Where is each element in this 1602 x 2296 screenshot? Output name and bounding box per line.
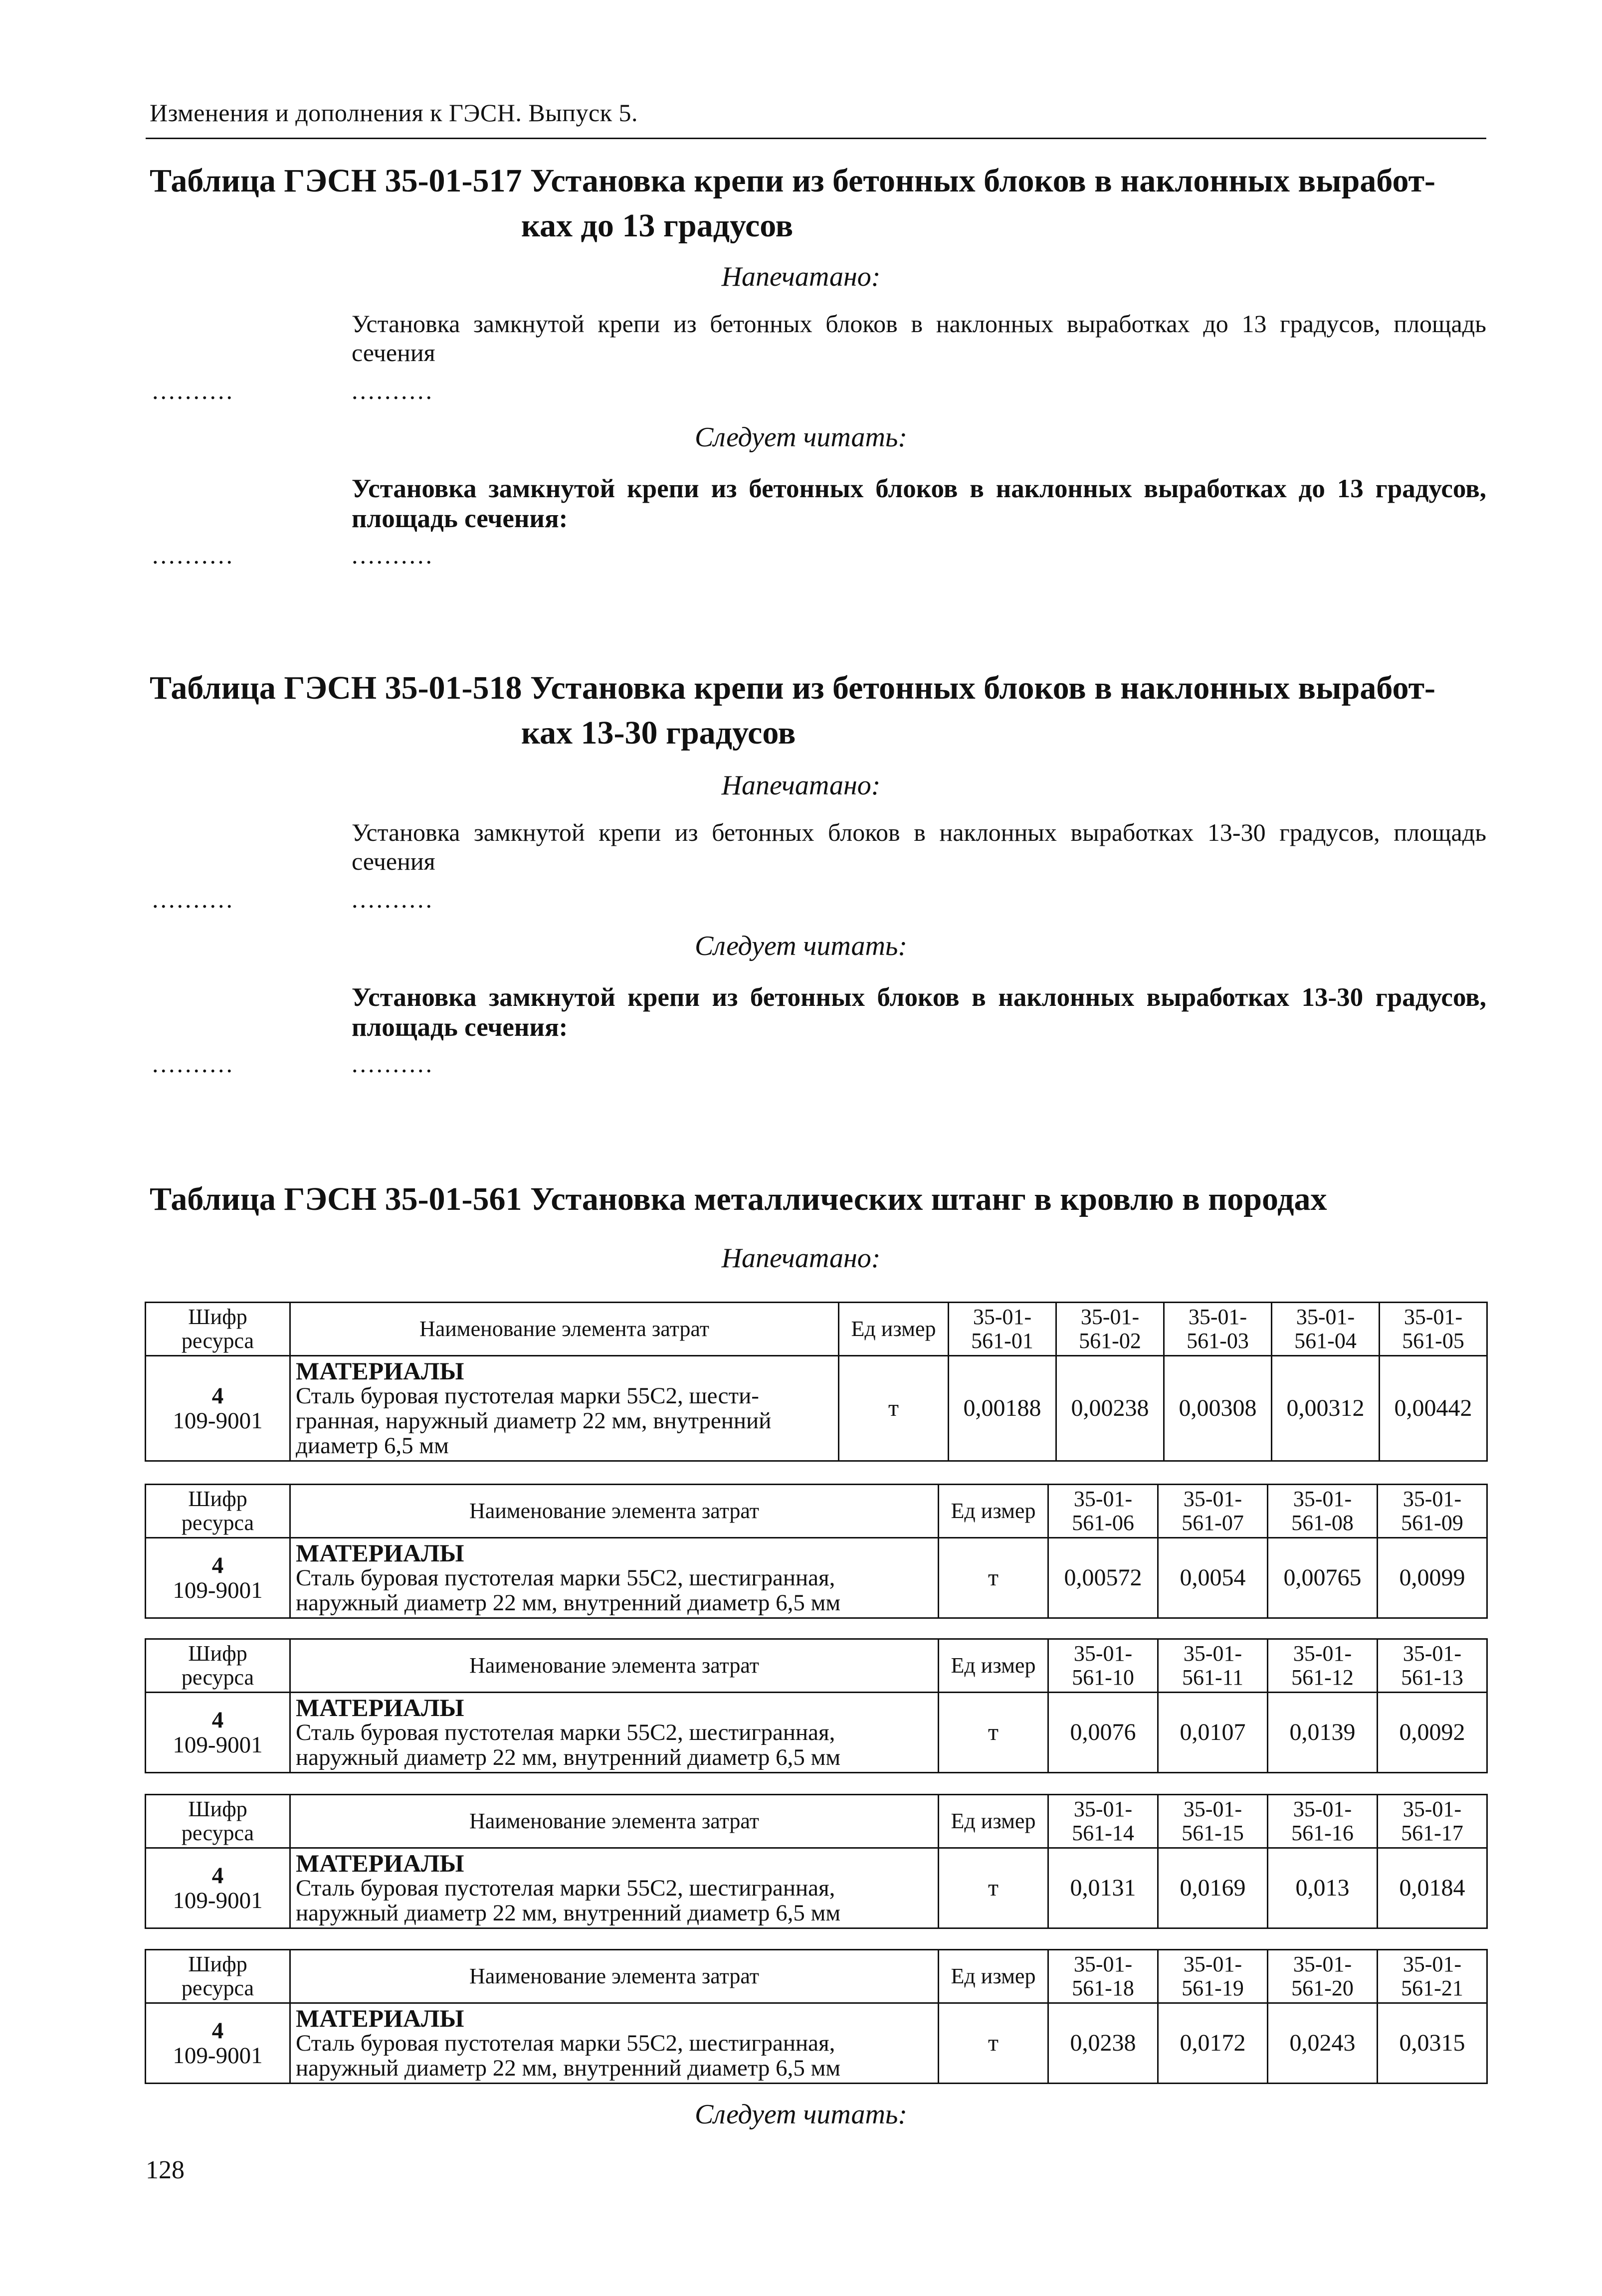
- table-row: [146, 1848, 1487, 1928]
- col-header-norm: 35-01-561-15: [1158, 1795, 1268, 1848]
- section-title-line1: Таблица ГЭСН 35-01-517 Установка крепи из бетонных блоков в наклонных выработ-: [150, 163, 1435, 199]
- resource-code: 109-9001: [173, 2043, 263, 2069]
- value-cell: 0,00572: [1048, 1538, 1158, 1618]
- col-header-norm: 35-01-561-13: [1378, 1639, 1487, 1693]
- resource-code: 109-9001: [173, 1732, 263, 1758]
- value-cell: 0,0099: [1378, 1538, 1487, 1618]
- resource-code-cell: [146, 1848, 290, 1928]
- col-header-norm: 35-01-561-07: [1158, 1485, 1268, 1538]
- col-header-code: Шифр ресурса: [146, 1795, 290, 1848]
- col-header-name: Наименование элемента затрат: [290, 1485, 939, 1538]
- table-header-row: [146, 1950, 1487, 2003]
- col-header-norm: 35-01-561-16: [1268, 1795, 1378, 1848]
- col-header-norm: 35-01-561-05: [1380, 1303, 1487, 1356]
- col-header-norm: 35-01-561-11: [1158, 1639, 1268, 1693]
- resource-name-cell: [290, 1693, 939, 1773]
- col-header-name: Наименование элемента затрат: [290, 1795, 939, 1848]
- materials-heading: МАТЕРИАЛЫ: [296, 1357, 464, 1385]
- col-header-norm: 35-01-561-03: [1164, 1303, 1272, 1356]
- resource-code: 109-9001: [173, 1408, 263, 1434]
- value-cell: 0,00765: [1268, 1538, 1378, 1618]
- ellipsis-right: ..........: [352, 377, 434, 404]
- resource-group-number: 4: [211, 1863, 224, 1889]
- value-cell: 0,0315: [1378, 2003, 1487, 2084]
- value-cell: 0,0172: [1158, 2003, 1268, 2084]
- col-header-norm: 35-01-561-04: [1272, 1303, 1380, 1356]
- col-header-code: Шифр ресурса: [146, 1485, 290, 1538]
- value-cell: 0,00238: [1056, 1356, 1164, 1461]
- ellipsis-right: ..........: [352, 541, 434, 569]
- materials-heading: МАТЕРИАЛЫ: [296, 2004, 464, 2032]
- unit-cell: т: [939, 1693, 1048, 1773]
- unit-cell: т: [939, 1538, 1048, 1618]
- resource-name-cell: [290, 2003, 939, 2084]
- page-number: 128: [146, 2156, 185, 2184]
- resource-name: Сталь буровая пустотелая марки 55С2, шести-гранная, наружный диаметр 22 мм, внутренний диаметр 6,5 мм: [296, 1383, 772, 1459]
- col-header-code: Шифр ресурса: [146, 1303, 290, 1356]
- unit-cell: т: [839, 1356, 949, 1461]
- section-title-line2: ках до 13 градусов: [521, 207, 794, 244]
- value-cell: 0,00188: [949, 1356, 1056, 1461]
- resource-name-cell: [290, 1356, 839, 1461]
- col-header-norm: 35-01-561-09: [1378, 1485, 1487, 1538]
- section-title-561: Таблица ГЭСН 35-01-561 Установка металлических штанг в кровлю в породах: [150, 1181, 1327, 1217]
- resource-table-5: [145, 1949, 1488, 2084]
- table-header-row: [146, 1485, 1487, 1538]
- col-header-norm: 35-01-561-17: [1378, 1795, 1487, 1848]
- resource-code: 109-9001: [173, 1577, 263, 1603]
- resource-group-number: 4: [211, 2018, 224, 2044]
- materials-heading: МАТЕРИАЛЫ: [296, 1849, 464, 1877]
- resource-table-3: [145, 1638, 1488, 1773]
- unit-cell: т: [939, 2003, 1048, 2084]
- col-header-norm: 35-01-561-18: [1048, 1950, 1158, 2003]
- should-read-text: Установка замкнутой крепи из бетонных блоков в наклонных выработках 13-30 градусов, площадь сечения:: [352, 983, 1486, 1042]
- col-header-unit: Ед измер: [939, 1795, 1048, 1848]
- printed-label: Напечатано:: [721, 261, 881, 292]
- col-header-unit: Ед измер: [839, 1303, 949, 1356]
- printed-text: Установка замкнутой крепи из бетонных блоков в наклонных выработках 13-30 градусов, площадь сечения: [352, 818, 1486, 875]
- col-header-norm: 35-01-561-21: [1378, 1950, 1487, 2003]
- value-cell: 0,00442: [1380, 1356, 1487, 1461]
- table-row: [146, 1538, 1487, 1618]
- col-header-name: Наименование элемента затрат: [290, 1639, 939, 1693]
- value-cell: 0,013: [1268, 1848, 1378, 1928]
- resource-group-number: 4: [211, 1707, 224, 1733]
- value-cell: 0,0092: [1378, 1693, 1487, 1773]
- section-title-518: [150, 666, 1486, 756]
- col-header-norm: 35-01-561-14: [1048, 1795, 1158, 1848]
- resource-name: Сталь буровая пустотелая марки 55С2, шестигранная, наружный диаметр 22 мм, внутренний диаметр 6,5 мм: [296, 1565, 841, 1616]
- table-header-row: [146, 1303, 1487, 1356]
- printed-text: Установка замкнутой крепи из бетонных блоков в наклонных выработках до 13 градусов, площадь сечения: [352, 310, 1486, 367]
- col-header-norm: 35-01-561-08: [1268, 1485, 1378, 1538]
- col-header-norm: 35-01-561-20: [1268, 1950, 1378, 2003]
- should-read-label: Следует читать:: [694, 2099, 908, 2130]
- col-header-norm: 35-01-561-10: [1048, 1639, 1158, 1693]
- should-read-label: Следует читать:: [694, 422, 908, 453]
- materials-heading: МАТЕРИАЛЫ: [296, 1539, 464, 1567]
- value-cell: 0,0076: [1048, 1693, 1158, 1773]
- col-header-unit: Ед измер: [939, 1950, 1048, 2003]
- ellipsis-right: ..........: [352, 1050, 434, 1078]
- resource-code-cell: [146, 1693, 290, 1773]
- resource-table-1: [145, 1302, 1488, 1462]
- col-header-code: Шифр ресурса: [146, 1639, 290, 1693]
- col-header-norm: 35-01-561-12: [1268, 1639, 1378, 1693]
- value-cell: 0,0131: [1048, 1848, 1158, 1928]
- value-cell: 0,0054: [1158, 1538, 1268, 1618]
- value-cell: 0,0169: [1158, 1848, 1268, 1928]
- should-read-text: Установка замкнутой крепи из бетонных блоков в наклонных выработках до 13 градусов, площадь сечения:: [352, 474, 1486, 533]
- resource-name: Сталь буровая пустотелая марки 55С2, шестигранная, наружный диаметр 22 мм, внутренний диаметр 6,5 мм: [296, 2030, 841, 2081]
- col-header-name: Наименование элемента затрат: [290, 1303, 839, 1356]
- table-row: [146, 2003, 1487, 2084]
- value-cell: 0,0184: [1378, 1848, 1487, 1928]
- resource-code-cell: [146, 1538, 290, 1618]
- ellipsis-left: ..........: [152, 1050, 234, 1078]
- unit-cell: т: [939, 1848, 1048, 1928]
- resource-name: Сталь буровая пустотелая марки 55С2, шестигранная, наружный диаметр 22 мм, внутренний диаметр 6,5 мм: [296, 1875, 841, 1926]
- col-header-name: Наименование элемента затрат: [290, 1950, 939, 2003]
- ellipsis-left: ..........: [152, 885, 234, 913]
- col-header-norm: 35-01-561-01: [949, 1303, 1056, 1356]
- col-header-unit: Ед измер: [939, 1639, 1048, 1693]
- header-divider: [146, 138, 1486, 139]
- resource-name: Сталь буровая пустотелая марки 55С2, шестигранная, наружный диаметр 22 мм, внутренний диаметр 6,5 мм: [296, 1720, 841, 1770]
- ellipsis-left: ..........: [152, 377, 234, 404]
- printed-label: Напечатано:: [721, 1243, 881, 1274]
- printed-label: Напечатано:: [721, 770, 881, 801]
- running-head: Изменения и дополнения к ГЭСН. Выпуск 5.: [150, 99, 638, 127]
- materials-heading: МАТЕРИАЛЫ: [296, 1694, 464, 1722]
- resource-name-cell: [290, 1538, 939, 1618]
- value-cell: 0,0107: [1158, 1693, 1268, 1773]
- value-cell: 0,00308: [1164, 1356, 1272, 1461]
- table-row: [146, 1693, 1487, 1773]
- resource-code: 109-9001: [173, 1888, 263, 1913]
- table-header-row: [146, 1795, 1487, 1848]
- value-cell: 0,0139: [1268, 1693, 1378, 1773]
- value-cell: 0,00312: [1272, 1356, 1380, 1461]
- resource-table-4: [145, 1794, 1488, 1929]
- ellipsis-left: ..........: [152, 541, 234, 569]
- table-header-row: [146, 1639, 1487, 1693]
- section-title-517: [150, 159, 1486, 248]
- section-title-line1: Таблица ГЭСН 35-01-518 Установка крепи из бетонных блоков в наклонных выработ-: [150, 670, 1435, 706]
- col-header-code: Шифр ресурса: [146, 1950, 290, 2003]
- table-row: [146, 1356, 1487, 1461]
- col-header-norm: 35-01-561-19: [1158, 1950, 1268, 2003]
- resource-code-cell: [146, 2003, 290, 2084]
- section-title-line2: ках 13-30 градусов: [521, 715, 796, 751]
- resource-code-cell: [146, 1356, 290, 1461]
- col-header-norm: 35-01-561-02: [1056, 1303, 1164, 1356]
- ellipsis-right: ..........: [352, 885, 434, 913]
- col-header-unit: Ед измер: [939, 1485, 1048, 1538]
- should-read-label: Следует читать:: [694, 931, 908, 961]
- value-cell: 0,0243: [1268, 2003, 1378, 2084]
- value-cell: 0,0238: [1048, 2003, 1158, 2084]
- resource-name-cell: [290, 1848, 939, 1928]
- resource-group-number: 4: [211, 1383, 224, 1409]
- col-header-norm: 35-01-561-06: [1048, 1485, 1158, 1538]
- resource-group-number: 4: [211, 1552, 224, 1578]
- resource-table-2: [145, 1484, 1488, 1619]
